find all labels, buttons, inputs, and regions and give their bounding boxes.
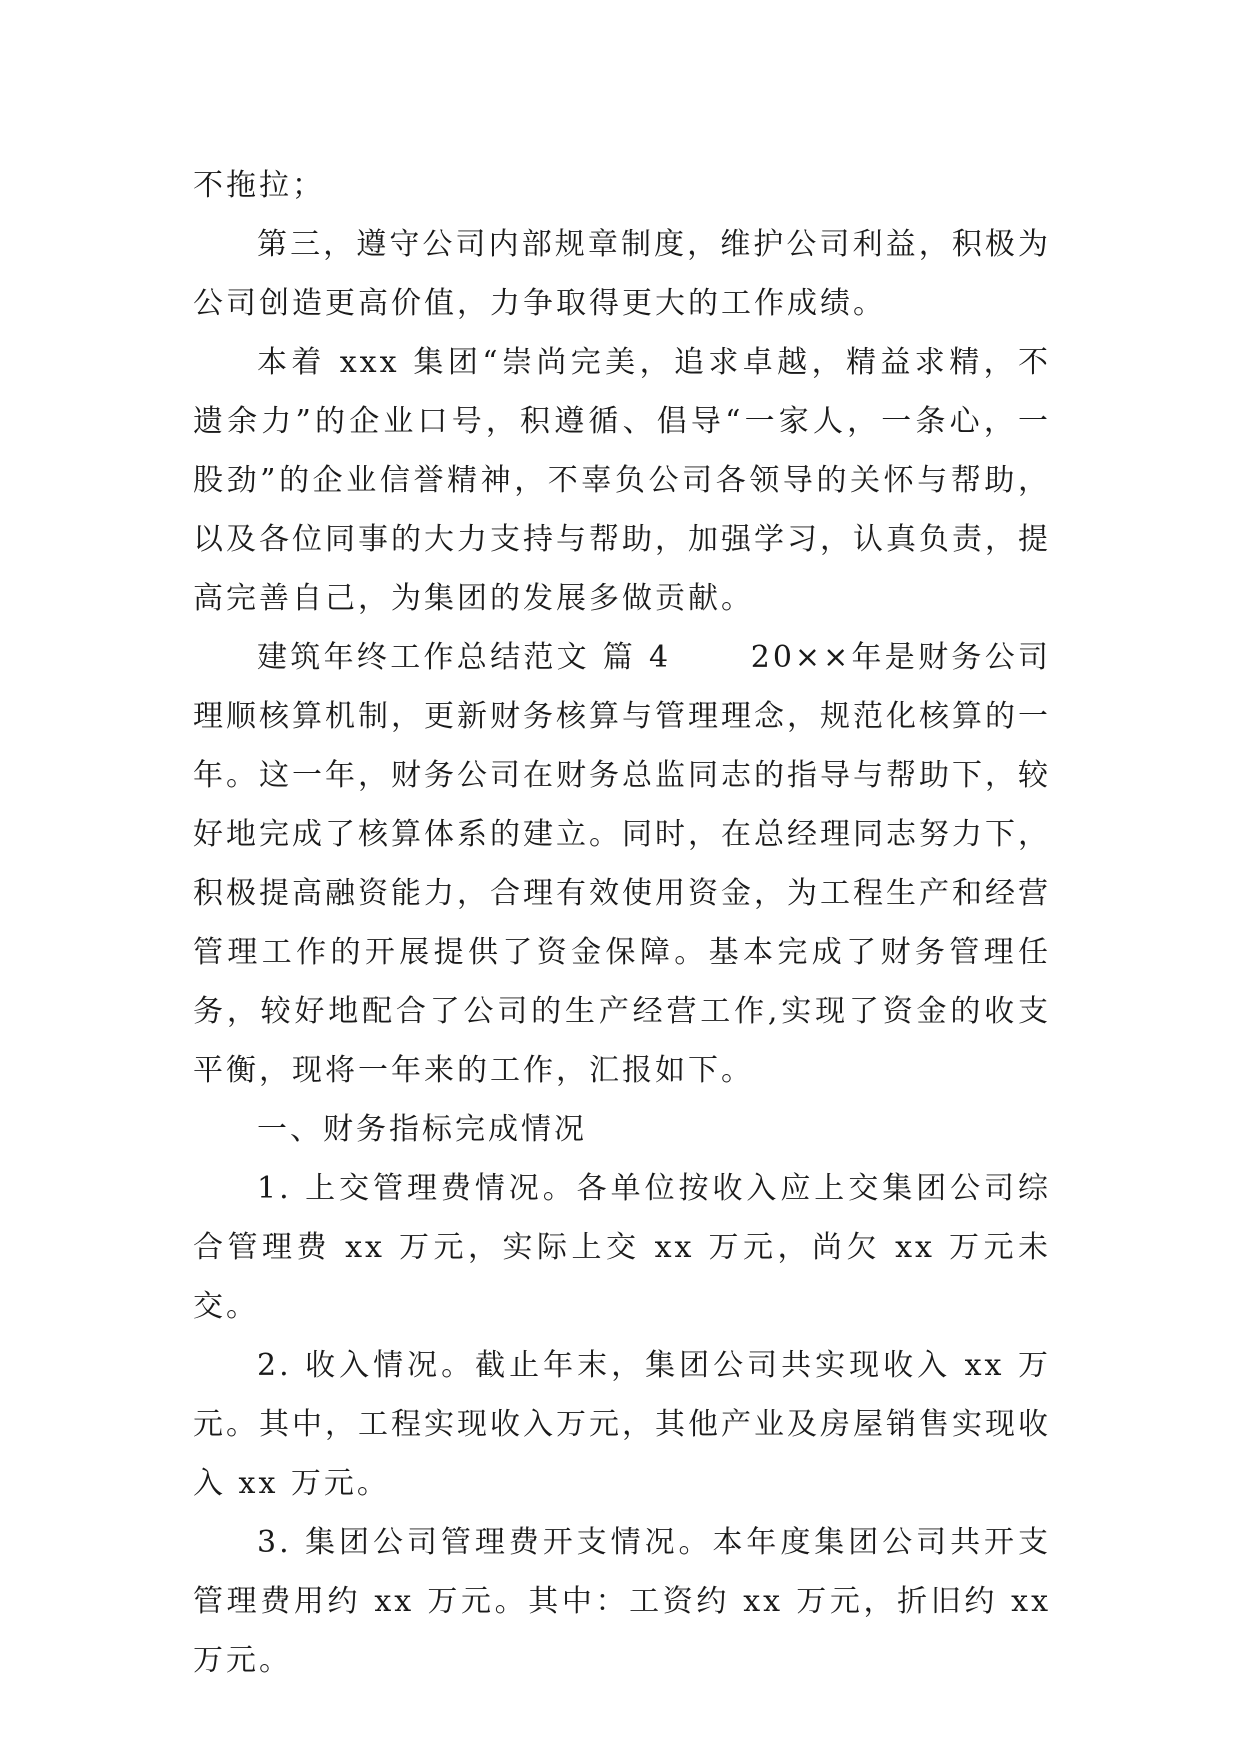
- document-body: [193, 156, 1051, 1690]
- list-item-management-fee: 1. 上交管理费情况。各单位按收入应上交集团公司综合管理费 xx 万元，实际上交 xx 万元，尚欠 xx 万元未交。: [193, 1171, 1051, 1324]
- list-item-expenses: 3. 集团公司管理费开支情况。本年度集团公司共开支管理费用约 xx 万元。其中：工资约 xx 万元，折旧约 xx 万元。: [193, 1525, 1051, 1678]
- paragraph-continuation: 不拖拉；: [193, 168, 325, 203]
- paragraph-section-4-intro: 建筑年终工作总结范文 篇 4 20××年是财务公司理顺核算机制，更新财务核算与管理理念，规范化核算的一年。这一年，财务公司在财务总监同志的指导与帮助下，较好地完成了核算体系的建立。同时，在总经理同志努力下，积极提高融资能力，合理有效使用资金，为工程生产和经营管理工作的开展提供了资金保障。基本完成了财务管理任务，较好地配合了公司的生产经营工作,实现了资金的收支平衡，现将一年来的工作，汇报如下。: [193, 640, 1051, 1088]
- section-heading-financial-indicators: 一、财务指标完成情况: [257, 1112, 587, 1147]
- paragraph-point-three: 第三，遵守公司内部规章制度，维护公司利益，积极为公司创造更高价值，力争取得更大的工作成绩。: [193, 227, 1051, 321]
- paragraph-company-slogan: 本着 xxx 集团“崇尚完美，追求卓越，精益求精，不遗余力”的企业口号，积遵循、倡导“一家人，一条心，一股劲”的企业信誉精神，不辜负公司各领导的关怀与帮助，以及各位同事的大力支持与帮助，加强学习，认真负责，提高完善自己，为集团的发展多做贡献。: [193, 345, 1051, 616]
- list-item-revenue: 2. 收入情况。截止年末，集团公司共实现收入 xx 万元。其中，工程实现收入万元，其他产业及房屋销售实现收入 xx 万元。: [193, 1348, 1051, 1501]
